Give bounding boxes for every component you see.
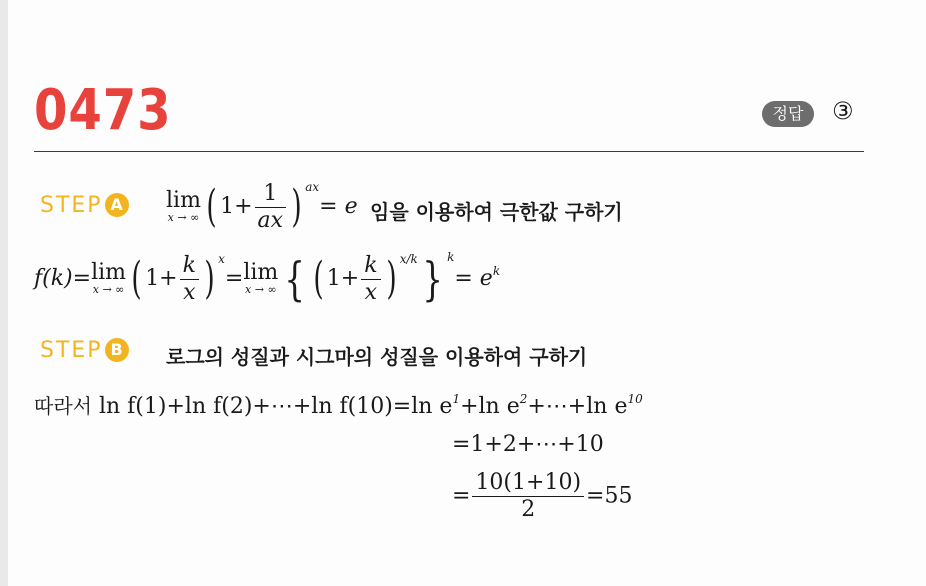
exp-2: 2 <box>519 392 528 406</box>
limit-operator: lim x → ∞ <box>243 260 279 296</box>
limit-operator: lim x → ∞ <box>166 188 201 224</box>
step-a-title: 임을 이용하여 극한값 구하기 <box>370 200 623 224</box>
solution-prefix: 따라서 <box>34 394 92 418</box>
answer-value: ③ <box>832 97 854 125</box>
step-a-badge: A <box>105 193 129 217</box>
one-plus: 1+ <box>220 194 253 219</box>
problem-number: 0473 <box>34 78 172 143</box>
exp-10: 10 <box>627 392 643 406</box>
equals: = <box>452 483 471 509</box>
step-a-formula: lim x → ∞ ( 1+ $\frac{1}{ax}$ ) $^{ax}$= e <box>166 180 358 233</box>
final-result: =55 <box>586 483 633 509</box>
fraction: $\frac{k}{x}$ <box>361 253 380 306</box>
exp-1: 1 <box>452 392 461 406</box>
one-plus: 1+ <box>145 266 178 291</box>
result: = e <box>454 266 493 291</box>
divider <box>34 151 864 152</box>
outer-exponent: k <box>447 250 455 264</box>
step-a-text: STEP <box>40 193 103 218</box>
equals: = <box>224 266 244 291</box>
step-a-label <box>40 193 129 218</box>
step-b-text: STEP <box>40 338 103 363</box>
fraction: $\frac{10(1+10)}{2}$ <box>472 470 584 523</box>
inner-exponent: x/k <box>399 252 418 266</box>
fraction: $\frac{k}{x}$ <box>180 253 199 306</box>
solution-line-1 <box>34 390 643 419</box>
answer-label: 정답 <box>762 101 814 127</box>
equals-e: = e <box>319 194 358 219</box>
step-a-derivation: f(k)= lim x → ∞ ( 1+ $\frac{k}{x}$ ) $^x$= lim x → ∞ { ( 1+ $\frac{k}{x}$ ) $^{x/k}$} $^k= e^k$ <box>34 250 501 306</box>
result-exponent: k <box>492 264 501 278</box>
step-b-badge: B <box>105 338 129 362</box>
one-plus: 1+ <box>326 266 360 291</box>
term-2: +ln e <box>460 394 520 419</box>
fraction: $\frac{1}{ax}$ <box>255 181 287 234</box>
page-edge <box>0 0 8 586</box>
solution-line-2: =1+2+⋯+10 <box>452 432 604 457</box>
solution-line-1-text: ln f(1)+ln f(2)+⋯+ln f(10)=ln e <box>98 394 453 419</box>
step-b-title: 로그의 성질과 시그마의 성질을 이용하여 구하기 <box>166 345 588 369</box>
step-b-label <box>40 338 129 363</box>
term-10: +⋯+ln e <box>527 394 628 419</box>
exponent: x <box>218 252 225 266</box>
limit-operator: lim x → ∞ <box>91 260 127 296</box>
exponent: ax <box>305 180 320 194</box>
lhs: f(k)= <box>34 266 92 291</box>
solution-line-3 <box>452 470 632 523</box>
